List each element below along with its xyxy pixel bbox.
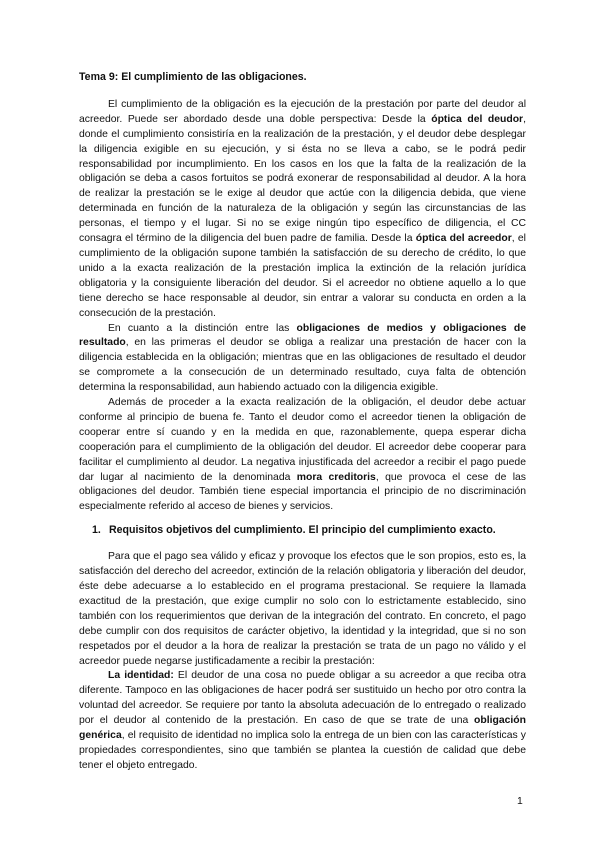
text-run: Además de proceder a la exacta realización de la obligación, el deudor debe actuar conforme al principio de buena fe. Tanto el deudor como el acreedor tienen la obligación de cooperar entre sí cuando y en la medida en que, razonablemente, quepa esperar dicha cooperación para el cumplimiento de la obligación del deudor. El acreedor debe cooperar para facilitar el cumplimiento al deudor. La negativa injustificada del acreedor a recibir el pago puede dar lugar al nacimiento de la denominada [79, 397, 526, 483]
document-body [79, 70, 526, 774]
paragraph-identidad [79, 669, 526, 773]
paragraph-buena-fe [79, 396, 526, 515]
bold-term-optica-acreedor: óptica del acreedor [415, 233, 512, 245]
paragraph-medios-resultado [79, 322, 526, 397]
text-run: , que provoca el cese de las obligaciones del deudor. También tiene especial importancia el principio de no discriminación especialmente referido al acceso de bienes y servicios. [79, 471, 526, 513]
text-run: El deudor de una cosa no puede obligar a su acreedor a que reciba otra diferente. Tampoco en las obligaciones de hacer podrá ser sustituido un hecho por otro contra la voluntad del acreedor. Se requiere por tanto la absoluta adecuación de lo entregado o realizado por el deudor al contenido de la prestación. En caso de que se trate de una [79, 670, 527, 727]
page-number: 1 [517, 796, 523, 807]
text-run: , en las primeras el deudor se obliga a realizar una prestación de hacer con la diligencia establecida en la obligación; mientras que en las obligaciones de resultado el deudor se compromete a la consecución de un determinado resultado, cuya falta de obtención determina la responsabilidad, aun habiendo actuado con la diligencia exigible. [79, 337, 526, 394]
bold-term-mora-creditoris: mora creditoris [296, 471, 376, 483]
paragraph-exactitud-prestacion: Para que el pago sea válido y eficaz y provoque los efectos que le son propios, esto es, la satisfacción del derecho del acreedor, extinción de la relación obligatoria y liberación del deudor, éste debe adecuarse a lo establecido en el programa prestacional. Se requiere la llamada exactitud de la prestación, que exige cumplir no solo con lo estrictamente establecido, sino también con los requerimientos que derivan de la integración del contrato. En concreto, el pago debe cumplir con dos requisitos de carácter objetivo, la identidad y la integridad, que si no son respetados por el deudor a la hora de realizar la prestación se trata de un pago no válido y el acreedor puede negarse justificadamente a recibir la prestación: [79, 551, 526, 667]
bold-term-identidad: La identidad: [108, 670, 174, 682]
paragraph-cumplimiento-definicion [79, 98, 526, 322]
text-run: , donde el cumplimiento consistiría en la realización de la prestación, y el deudor debe desplegar la diligencia exigible en su ejecución, y si ésta no se lleva a cabo, se le podrá pedir responsabilidad por incumplimiento. En los casos en los que la falta de la realización de la obligación se deba a casos fortuitos se podrá exonerar de responsabilidad al deudor. A la hora de realizar la prestación se le exige al deudor que actúe con la diligencia debida, que viene determinada en función de la naturaleza de la obligación y según las circunstancias de las personas, el tiempo y el lugar. Si no se exige ningún tipo específico de diligencia, el CC consagra el término de la diligencia del buen padre de familia. Desde la [79, 113, 526, 245]
text-run: , el requisito de identidad no implica solo la entrega de un bien con las características y propiedades correspondientes, sino que también se plantea la cuestión de calidad que debe tener el objeto entregado. [79, 730, 526, 771]
bold-term-medios-resultado: obligaciones de medios y obligaciones de resultado [79, 322, 527, 349]
bold-term-obligacion-generica: obligación genérica [79, 715, 526, 742]
document-title: Tema 9: El cumplimiento de las obligaciones. [79, 71, 307, 83]
section-title: Requisitos objetivos del cumplimiento. El principio del cumplimiento exacto. [109, 524, 496, 537]
text-run: En cuanto a la distinción entre las [108, 322, 297, 334]
section-heading-requisitos [79, 523, 526, 538]
bold-term-optica-deudor: óptica del deudor [431, 113, 524, 125]
text-run: El cumplimiento de la obligación es la ejecución de la prestación por parte del deudor al acreedor. Puede ser abordado desde una doble perspectiva: Desde la [79, 98, 526, 125]
text-run: , el cumplimiento de la obligación supone también la satisfacción de su derecho de crédito, lo que unido a la exacta realización de la prestación implica la extinción de la relación jurídica obligatoria y la consiguiente liberación del deudor. Si el acreedor no obtiene aquello a lo que tiene derecho se hace responsable al deudor, sin entrar a valorar su conducta en orden a la consecución de la prestación. [79, 233, 526, 319]
section-number: 1. [92, 524, 101, 537]
